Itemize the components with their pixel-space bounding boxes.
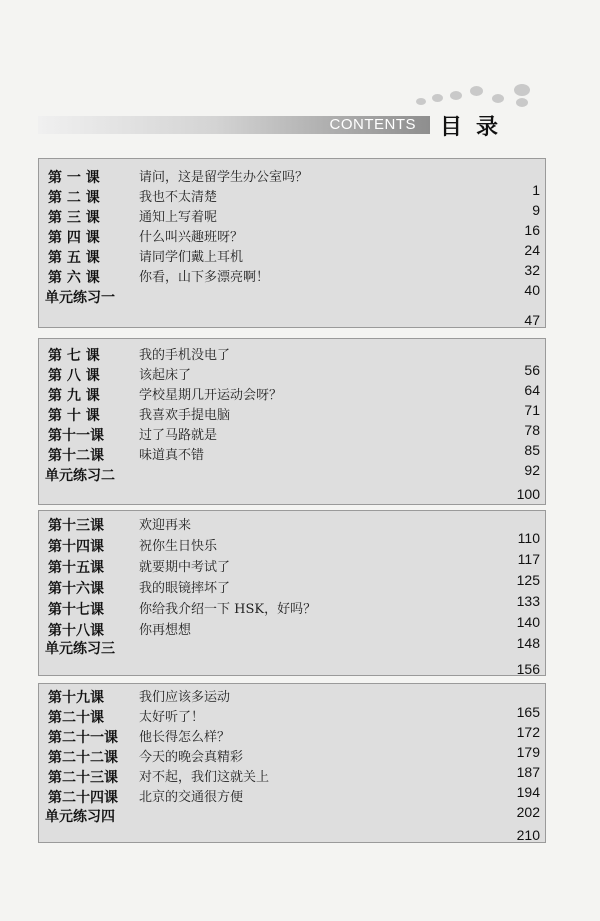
lesson-number: 第二十一课 (48, 730, 118, 746)
lesson-title: 对不起，我们这就关上 (139, 770, 270, 785)
lesson-number: 第十三课 (48, 518, 104, 534)
lesson-title: 祝你生日快乐 (139, 539, 218, 554)
unit-section (38, 338, 546, 505)
lesson-title: 什么叫兴趣班呀？ (139, 230, 244, 245)
lesson-title: 北京的交通很方便 (139, 790, 244, 805)
page-number: 156 (516, 661, 540, 677)
page-number: 85 (524, 442, 540, 458)
lesson-title: 我也不太清楚 (139, 190, 218, 205)
lesson-title: 过了马路就是 (139, 428, 218, 443)
dot (450, 91, 462, 100)
lesson-number: 第 七 课 (48, 348, 100, 364)
page-number: 148 (516, 635, 540, 651)
unit-exercise-entry[interactable] (39, 287, 545, 309)
lesson-title: 学校星期几开运动会呀？ (139, 388, 283, 403)
page-number: 56 (524, 362, 540, 378)
page-number: 194 (516, 784, 540, 800)
lesson-number: 第 十 课 (48, 408, 100, 424)
lesson-number: 第十四课 (48, 539, 104, 555)
dot (516, 98, 528, 107)
unit-exercise-label: 单元练习一 (45, 290, 115, 306)
page-number: 210 (516, 827, 540, 843)
lesson-number: 第 五 课 (48, 250, 100, 266)
page-number: 47 (524, 312, 540, 328)
page-number: 1 (532, 182, 540, 198)
lesson-number: 第二十四课 (48, 790, 118, 806)
exercise-page-row (39, 824, 545, 846)
page-number: 110 (517, 530, 540, 546)
page-number: 92 (524, 462, 540, 478)
page-number: 16 (524, 222, 540, 238)
page-number: 117 (517, 551, 540, 567)
dot (432, 94, 443, 102)
lesson-number: 第十七课 (48, 602, 104, 618)
dot (470, 86, 483, 96)
dot (416, 98, 426, 105)
lesson-title: 他长得怎么样？ (139, 730, 231, 745)
page-number: 179 (516, 744, 540, 760)
unit-section (38, 510, 546, 676)
dot (492, 94, 504, 103)
page-number: 71 (524, 402, 540, 418)
exercise-page-row (39, 658, 545, 680)
page-number: 40 (524, 282, 540, 298)
lesson-title: 味道真不错 (139, 448, 205, 463)
lesson-title: 该起床了 (139, 368, 192, 383)
contents-banner (38, 116, 430, 134)
page-number: 64 (524, 382, 540, 398)
lesson-number: 第十八课 (48, 623, 104, 639)
lesson-number: 第 八 课 (48, 368, 100, 384)
contents-english-label: CONTENTS (329, 116, 416, 133)
lesson-title: 请问，这是留学生办公室吗？ (139, 170, 309, 185)
page-number: 202 (516, 804, 540, 820)
page-number: 9 (532, 202, 540, 218)
unit-section (38, 158, 546, 328)
lesson-title: 欢迎再来 (139, 518, 192, 533)
page-number: 100 (516, 486, 540, 502)
unit-section (38, 683, 546, 843)
lesson-number: 第 四 课 (48, 230, 100, 246)
unit-exercise-entry[interactable] (39, 638, 545, 660)
lesson-title: 我的眼镜摔坏了 (139, 581, 231, 596)
decorative-dots (410, 84, 540, 110)
page-number: 172 (516, 724, 540, 740)
unit-exercise-label: 单元练习三 (45, 641, 115, 657)
page-number: 78 (524, 422, 540, 438)
lesson-number: 第 九 课 (48, 388, 100, 404)
lesson-title: 你看，山下多漂亮啊！ (139, 270, 270, 285)
lesson-title: 太好听了！ (139, 710, 205, 725)
lesson-title: 请同学们戴上耳机 (139, 250, 244, 265)
exercise-page-row (39, 483, 545, 505)
lesson-number: 第二十三课 (48, 770, 118, 786)
lesson-title: 就要期中考试了 (139, 560, 231, 575)
lesson-number: 第十六课 (48, 581, 104, 597)
lesson-number: 第 二 课 (48, 190, 100, 206)
lesson-number: 第二十课 (48, 710, 104, 726)
lesson-title: 我们应该多运动 (139, 690, 231, 705)
lesson-title: 你再想想 (139, 623, 192, 638)
lesson-title: 今天的晚会真精彩 (139, 750, 244, 765)
page-number: 32 (524, 262, 540, 278)
page-number: 187 (516, 764, 540, 780)
lesson-number: 第二十二课 (48, 750, 118, 766)
unit-exercise-label: 单元练习四 (45, 809, 115, 825)
lesson-title: 我喜欢手提电脑 (139, 408, 231, 423)
lesson-number: 第十九课 (48, 690, 104, 706)
page-number: 133 (516, 593, 540, 609)
page-number: 140 (516, 614, 540, 630)
lesson-number: 第十五课 (48, 560, 104, 576)
lesson-number: 第十二课 (48, 448, 104, 464)
lesson-title: 通知上写着呢 (139, 210, 218, 225)
lesson-title: 我的手机没电了 (139, 348, 231, 363)
dot (514, 84, 530, 96)
lesson-title: 你给我介绍一下 HSK，好吗？ (139, 602, 317, 617)
contents-chinese-title: 目录 (440, 115, 513, 140)
lesson-number: 第 六 课 (48, 270, 100, 286)
exercise-page-row (39, 309, 545, 331)
lesson-number: 第 一 课 (48, 170, 100, 186)
unit-exercise-label: 单元练习二 (45, 468, 115, 484)
page-number: 125 (516, 572, 540, 588)
page-number: 165 (516, 704, 540, 720)
lesson-number: 第 三 课 (48, 210, 100, 226)
page-number: 24 (524, 242, 540, 258)
lesson-number: 第十一课 (48, 428, 104, 444)
